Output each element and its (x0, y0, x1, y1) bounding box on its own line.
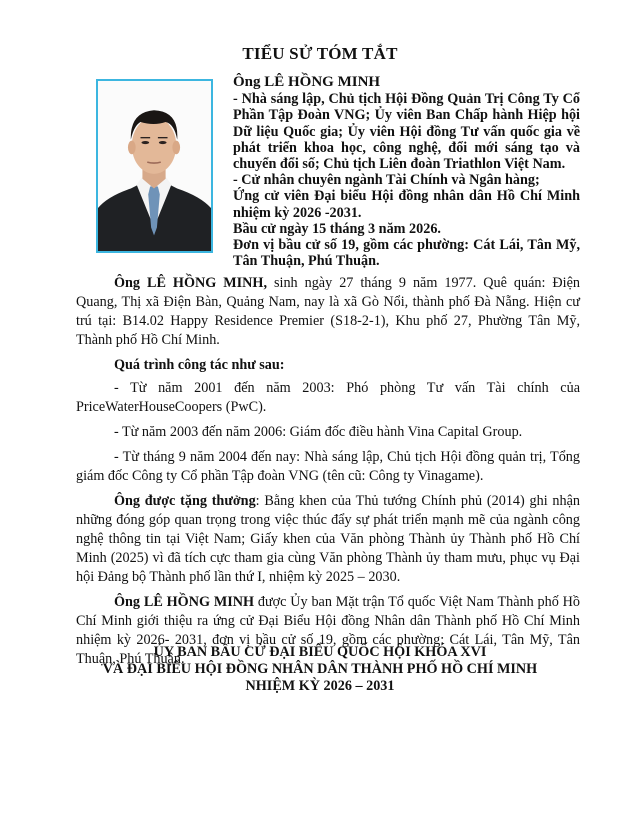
paragraph-awards (76, 492, 580, 587)
document-title: TIỂU SỬ TÓM TẮT (242, 44, 398, 63)
intro-line-election-date: Bầu cử ngày 15 tháng 3 năm 2026. (233, 220, 441, 237)
intro-line-education: - Cử nhân chuyên ngành Tài Chính và Ngân hàng; (233, 172, 540, 189)
committee-line-3: NHIỆM KỲ 2026 – 2031 (245, 678, 395, 694)
career-item: - Từ tháng 9 năm 2004 đến nay: Nhà sáng lập, Chủ tịch Hội đồng quản trị, Tổng giám đốc Công ty Cổ phần Tập đoàn VNG (tên cũ: Công ty Vinagame). (76, 449, 580, 484)
intro-line-positions: - Nhà sáng lập, Chủ tịch Hội Đồng Quản Trị Công Ty Cổ Phần Tập Đoàn VNG; Ủy viên Ban Chấp hành Hiệp hội Dữ liệu Quốc gia; Ủy viên Hội đồng Tư vấn quốc gia về phát triển khoa học, công nghệ, đổi mới sáng tạo và chuyển đổi số; Chủ tịch Liên đoàn Triathlon Việt Nam. (233, 91, 580, 173)
intro-summary (233, 74, 580, 269)
portrait-image (98, 81, 211, 251)
nomination-name: Ông LÊ HỒNG MINH (114, 594, 255, 610)
paragraph-personal-info (76, 274, 580, 350)
biography-body (76, 274, 580, 675)
nomination-text: được Ủy ban Mặt trận Tổ quốc Việt Nam Thành phố Hồ Chí Minh giới thiệu ra ứng cử Đại Biểu Hội đồng Nhân dân Thành phố Hồ Chí Minh nhiệm kỳ 2026- 2031, đơn vị bầu cử số 19, gồm các phường: Cát Lái, Tân Mỹ, Tân Thuận, Phú Thuận. (76, 594, 580, 667)
awards-text: : Bằng khen của Thủ tướng Chính phủ (2014) ghi nhận những đóng góp quan trọng trong việc thúc đẩy sự phát triển mạnh mẽ của ngành công nghệ thông tin tại Việt Nam; Giấy khen của Văn phòng Thành ủy Thành phố Hồ Chí Minh (2025) vì đã tích cực tham gia cùng Văn phòng Thành ủy tham mưu, phục vụ Đại hội Đảng bộ Thành phố lần thứ I, nhiệm kỳ 2025 – 2030. (76, 493, 580, 585)
portrait-photo (96, 79, 213, 253)
committee-line-2: VÀ ĐẠI BIỂU HỘI ĐỒNG NHÂN DÂN THÀNH PHỐ HỒ CHÍ MINH (102, 661, 538, 677)
intro-line-constituency: Đơn vị bầu cử số 19, gồm các phường: Cát Lái, Tân Mỹ, Tân Thuận, Phú Thuận. (233, 237, 580, 270)
intro-line-candidacy: Ứng cử viên Đại biểu Hội đồng nhân dân Hồ Chí Minh nhiệm kỳ 2026 -2031. (233, 188, 580, 221)
career-item: - Từ năm 2003 đến năm 2006: Giám đốc điều hành Vina Capital Group. (114, 424, 523, 440)
candidate-name: Ông LÊ HỒNG MINH (233, 74, 381, 90)
career-heading: Quá trình công tác như sau: (114, 357, 285, 373)
personal-info-name: Ông LÊ HỒNG MINH, (114, 275, 267, 291)
awards-label: Ông được tặng thưởng (114, 493, 256, 509)
personal-info-text: sinh ngày 27 tháng 9 năm 1977. Quê quán: Điện Quang, Thị xã Điện Bàn, Quảng Nam, nay là xã Gò Nổi, thành phố Đà Nẵng. Hiện cư trú tại: B14.02 Happy Residence Premier (S18-2-1), Khu phố 27, Phường Tân Mỹ, Thành phố Hồ Chí Minh. (76, 275, 580, 348)
committee-line-1: ỦY BAN BẦU CỬ ĐẠI BIỂU QUỐC HỘI KHÓA XVI (153, 644, 487, 660)
career-item: - Từ năm 2001 đến năm 2003: Phó phòng Tư vấn Tài chính của PriceWaterHouseCoopers (PwC). (76, 380, 580, 415)
issuing-committee (0, 644, 640, 695)
